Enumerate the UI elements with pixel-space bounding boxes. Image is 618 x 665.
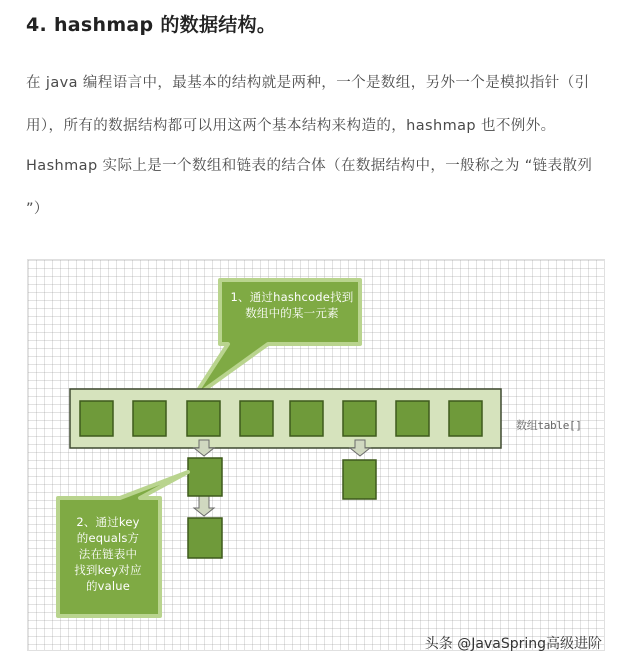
callout-line: 法在链表中	[78, 547, 138, 561]
array-bucket	[449, 401, 482, 436]
array-bucket	[240, 401, 273, 436]
hashmap-diagram	[27, 259, 605, 651]
intro-paragraph: 在 java 编程语言中，最基本的结构就是两种，一个是数组，另外一个是模拟指针（引用），所有的数据结构都可以用这两个基本结构来构造的，hashmap 也不例外。	[26, 75, 590, 134]
array-bucket	[187, 401, 220, 436]
down-arrow-icon	[194, 496, 214, 516]
watermark	[425, 633, 602, 653]
callout-line: 的value	[85, 579, 131, 593]
callout-line: 数组中的某一元素	[245, 306, 339, 320]
list-node	[188, 458, 222, 496]
callout-hashcode-text	[226, 289, 358, 321]
array-bucket	[290, 401, 323, 436]
array-bucket	[80, 401, 113, 436]
list-node	[343, 460, 376, 499]
section-heading: 4. hashmap 的数据结构。	[26, 14, 277, 36]
callout-equals-text	[60, 514, 156, 594]
array-table-label: 数组table[]	[516, 419, 582, 432]
callout-line: 的equals方	[76, 531, 140, 545]
array-bucket	[133, 401, 166, 436]
hashmap-paragraph: Hashmap 实际上是一个数组和链表的结合体（在数据结构中，一般称之为 “链表散列 ”）	[26, 158, 593, 217]
array-bucket	[343, 401, 376, 436]
callout-line: 1、通过hashcode找到	[230, 290, 354, 304]
list-node	[188, 518, 222, 558]
callout-line: 找到key对应	[74, 563, 142, 577]
array-bucket	[396, 401, 429, 436]
callout-line: 2、通过key	[76, 515, 140, 529]
watermark-text: 头条 @JavaSpring高级进阶	[424, 636, 602, 652]
